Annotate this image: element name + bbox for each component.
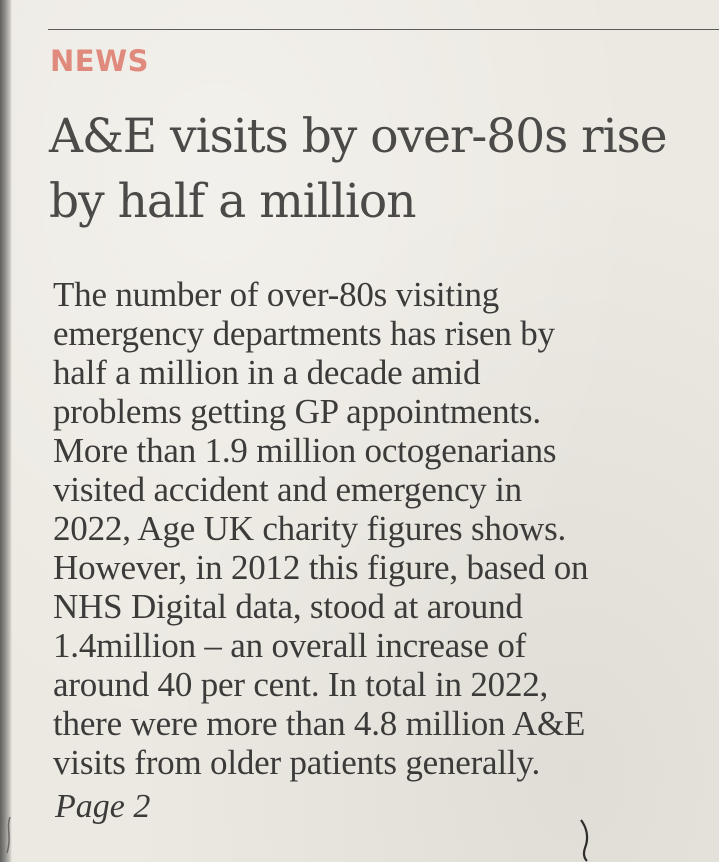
page-edge-shadow — [0, 0, 12, 862]
section-kicker: NEWS — [50, 44, 149, 78]
article-body: The number of over-80s visiting emergency departments has risen by half a million in a decade amid problems getting GP appointments. More than 1.9 million octogenarians visited accident and emergency in 2022, Age UK charity figures shows. However, in 2012 this figure, based on NHS Digital data, stood at around 1.4million – an overall increase of around 40 per cent. In total in 2022, there were more than 4.8 million A&E visits from older patients generally. — [53, 275, 589, 782]
paper-edge-mark — [2, 815, 16, 855]
page-reference: Page 2 — [55, 788, 151, 825]
headline: A&E visits by over-80s rise by half a million — [49, 109, 667, 229]
top-rule — [48, 29, 719, 30]
paper-crease-mark — [575, 818, 595, 862]
